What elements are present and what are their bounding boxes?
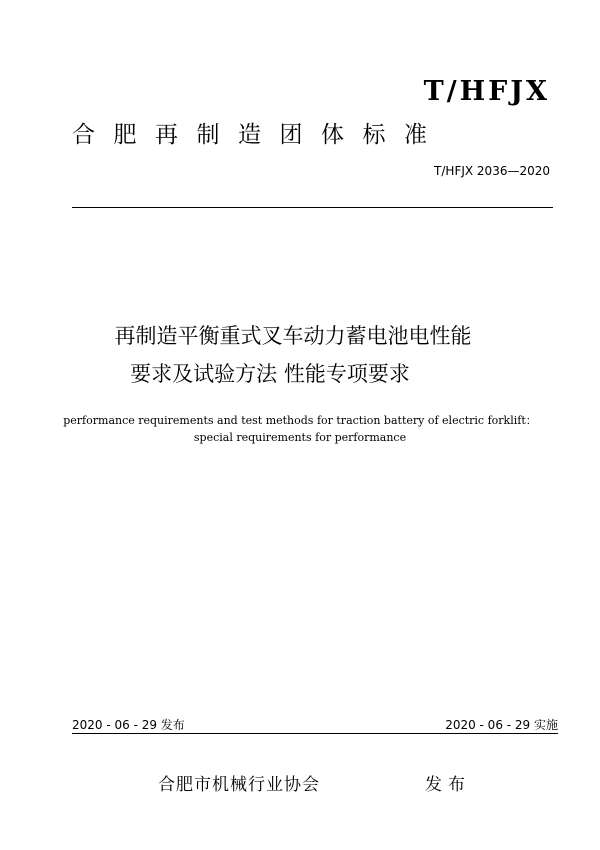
title-line-2: 要求及试验方法 性能专项要求 <box>130 362 410 386</box>
organization-title: 合肥再制造团体标准 <box>72 122 446 148</box>
footer-divider <box>72 733 558 734</box>
standard-logo: T/HFJX <box>423 76 550 107</box>
implement-date: 2020 - 06 - 29 实施 <box>445 718 558 732</box>
issuer: 合肥市机械行业协会 <box>158 775 320 795</box>
header-divider <box>72 207 553 208</box>
issue-label: 发布 <box>425 775 471 795</box>
publish-date: 2020 - 06 - 29 发布 <box>72 718 185 732</box>
standard-code: T/HFJX 2036—2020 <box>434 164 550 178</box>
english-title-line-2: special requirements for performance <box>193 431 407 444</box>
english-title-line-1: performance requirements and test methods for traction battery of electric forklift： <box>63 414 537 427</box>
title-line-1: 再制造平衡重式叉车动力蓄电池电性能 <box>114 324 472 348</box>
